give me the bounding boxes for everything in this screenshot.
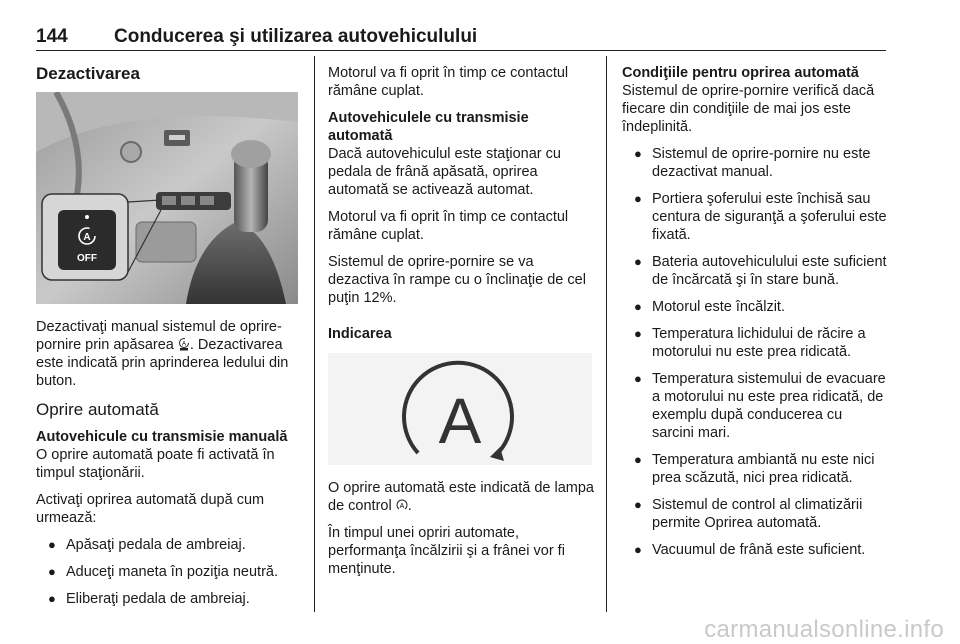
column-divider: [314, 56, 315, 612]
text-span: . Dezactivarea este indicată prin aprinderea ledului din buton.: [36, 337, 289, 389]
console-photo: [36, 92, 298, 304]
text-span: O oprire automată este indicată de lampa de control: [328, 480, 594, 514]
svg-text:A: A: [181, 341, 186, 348]
performance-paragraph: În timpul unei opriri automate, performanţa încălzirii şi a frânei vor fi menţinute.: [328, 525, 565, 577]
svg-text:A: A: [83, 232, 91, 243]
off-label: OFF: [77, 253, 97, 264]
column-3: [622, 64, 888, 568]
chapter-title: Conducerea şi utilizarea autovehiculului: [114, 26, 478, 47]
watermark-text: carmanualsonline.info: [704, 616, 944, 643]
column-1: [36, 64, 300, 617]
manual-paragraph-2: Activaţi oprirea automată după cum urmează:: [36, 492, 265, 526]
auto-stop-indicator-icon: [328, 353, 592, 465]
engine-off-paragraph: Motorul va fi oprit în timp ce contactul rămâne cuplat.: [328, 65, 569, 99]
list-item: ● Temperatura lichidului de răcire a motorului nu este prea ridicată.: [634, 326, 866, 360]
footer: [0, 616, 960, 642]
conditions-list: [622, 145, 888, 559]
deactivation-paragraph: [36, 318, 300, 390]
conditions-intro: Sistemul de oprire-pornire verifică dacă fiecare din condiţiile de mai jos este îndeplinită.: [622, 83, 875, 135]
automatic-paragraph-2: Motorul va fi oprit în timp ce contactul rămâne cuplat.: [328, 209, 569, 243]
manual-steps-list: [36, 536, 300, 608]
manual-paragraph-1: O oprire automată poate fi activată în timpul staţionării.: [36, 447, 275, 481]
list-item: ● Vacuumul de frână este suficient.: [634, 542, 866, 558]
header-rule: [36, 50, 886, 51]
subheading-manual-transmission: Autovehicule cu transmisie manuală: [36, 429, 288, 445]
automatic-paragraph-3: Sistemul de oprire-pornire se va dezactiva în rampe cu o înclinaţie de cel puţin 12%.: [328, 254, 586, 306]
auto-stop-lamp-icon: [396, 498, 408, 512]
list-item: ● Temperatura sistemului de evacuare a motorului nu este prea ridicată, de exemplu după conducerea cu sarcini mari.: [634, 371, 886, 441]
column-divider: [606, 56, 607, 612]
page-number: 144: [36, 26, 68, 47]
svg-text:A: A: [438, 385, 482, 457]
subheading-indication: Indicarea: [328, 326, 392, 342]
section-heading-auto-stop: Oprire automată: [36, 400, 159, 419]
subheading-conditions: Condiţiile pentru oprirea automată: [622, 65, 859, 81]
page-header: [36, 26, 886, 50]
auto-stop-off-icon: [178, 337, 190, 351]
list-item: ● Aduceţi maneta în poziţia neutră.: [48, 564, 278, 580]
list-item: ● Sistemul de control al climatizării permite Oprirea automată.: [634, 497, 863, 531]
column-2: [328, 64, 594, 587]
text-span: .: [407, 498, 412, 514]
automatic-paragraph-1: Dacă autovehiculul este staţionar cu pedala de frână apăsată, oprirea automată se activează automat.: [328, 146, 561, 198]
list-item: ● Motorul este încălzit.: [634, 299, 785, 315]
center-console-illustration: [36, 92, 298, 304]
list-item: ● Eliberaţi pedala de ambreiaj.: [48, 591, 250, 607]
section-heading-deactivation: Dezactivarea: [36, 64, 140, 83]
svg-text:A: A: [399, 503, 405, 510]
list-item: ● Sistemul de oprire-pornire nu este dezactivat manual.: [634, 146, 871, 180]
list-item: ● Temperatura ambiantă nu este nici prea scăzută, nici prea ridicată.: [634, 452, 875, 486]
indication-paragraph: [328, 479, 594, 515]
indicator-figure: [328, 353, 592, 465]
list-item: ● Portiera şoferului este închisă sau centura de siguranţă a şoferului este fixată.: [634, 191, 887, 243]
list-item: ● Bateria autovehiculului este suficient de încărcată şi în stare bună.: [634, 254, 887, 288]
text-span: Dezactivaţi manual sistemul de oprire-pornire prin apăsarea: [36, 319, 282, 353]
list-item: ● Apăsaţi pedala de ambreiaj.: [48, 537, 246, 553]
subheading-automatic-transmission: Autovehiculele cu transmisie automată: [328, 110, 529, 144]
